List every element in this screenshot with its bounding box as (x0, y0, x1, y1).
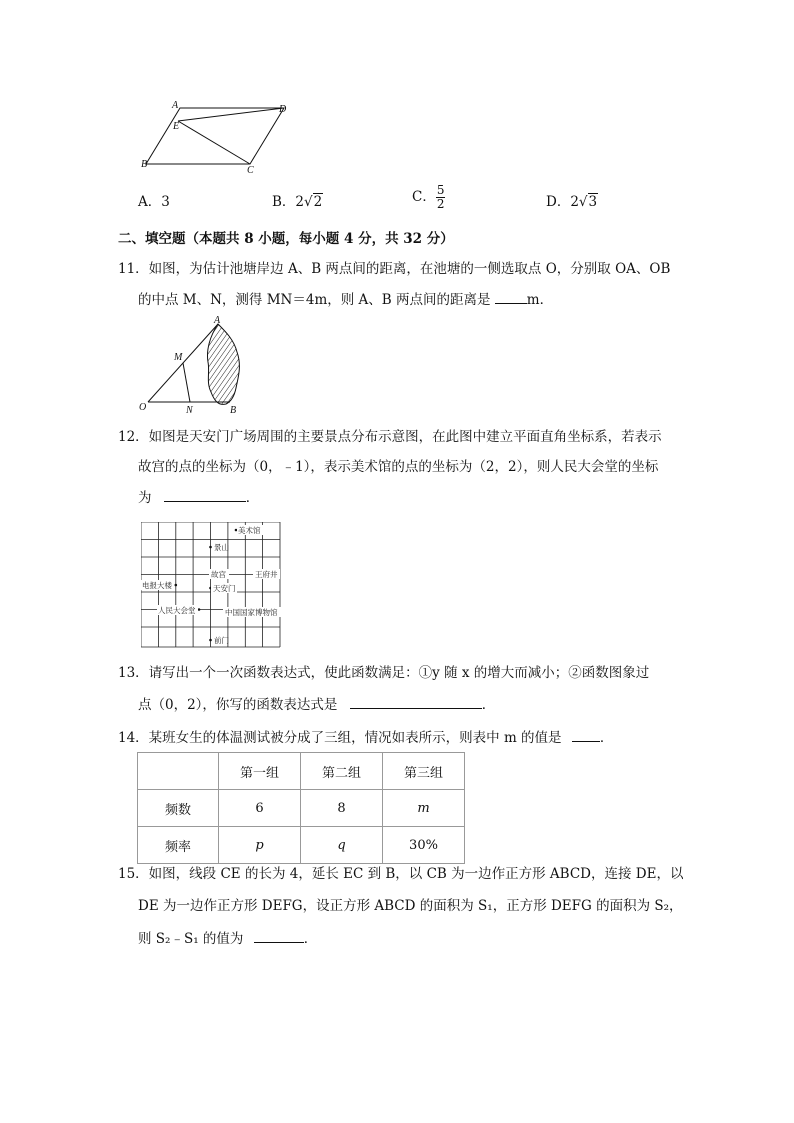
segment-ed (178, 108, 284, 121)
table-header-row: 第一组 第二组 第三组 (138, 753, 465, 790)
map-label-forbidden-city: 故宫 (211, 570, 226, 579)
segment-mn (183, 363, 190, 402)
q15-text-line2: DE 为一边作正方形 DEFG，设正方形 ABCD 的面积为 S₁，正方形 DEFG 的面积为 S₂， (138, 898, 683, 914)
label-b: B (141, 159, 148, 170)
map-label-jingshan: 景山 (214, 543, 229, 552)
answer-blank (164, 487, 246, 502)
label-n: N (186, 405, 193, 416)
map-label-art-museum: 美术馆 (238, 526, 261, 535)
q11-text-line1: 11．如图，为估计池塘岸边 A、B 两点间的距离，在池塘的一侧选取点 O，分别取 OA、OB (118, 261, 671, 277)
q15-text-line3: 则 S₂﹣S₁ 的值为 ． (138, 928, 317, 949)
label-o: O (139, 402, 147, 413)
label-m: M (174, 352, 183, 363)
map-label-telegraph-building: 电报大楼 (142, 581, 172, 590)
map-label-national-museum: 中国国家博物馆 (225, 608, 278, 617)
q13-text-line1: 13．请写出一个一次函数表达式，使此函数满足：①y 随 x 的增大而减小；②函数图象过 (118, 665, 650, 681)
label-a: A (172, 100, 179, 111)
segment-ec (178, 121, 250, 164)
answer-blank (254, 928, 304, 943)
answer-blank (572, 727, 600, 742)
map-label-qianmen: 前门 (214, 636, 229, 645)
map-label-great-hall: 人民大会堂 (158, 606, 196, 615)
pond-shape (207, 324, 239, 404)
label-a: A (214, 315, 221, 326)
option-d: D．2√3 (546, 194, 598, 210)
q12-text-line2: 故宫的点的坐标为（0，﹣1），表示美术馆的点的坐标为（2，2），则人民大会堂的坐标 (138, 459, 659, 475)
map-label-tiananmen: 天安门 (213, 584, 236, 593)
q11-pond-figure (138, 314, 258, 416)
answer-blank (350, 694, 482, 709)
map-label-wangfujing: 王府井 (255, 570, 278, 579)
option-b: B．2√2 (272, 194, 323, 210)
q15-text-line1: 15．如图，线段 CE 的长为 4，延长 EC 到 B，以 CB 为一边作正方形 ABCD，连接 DE，以 (118, 866, 684, 882)
q10-parallelogram-figure (138, 98, 298, 178)
table-row: 频率 p q 30% (138, 827, 465, 864)
section-heading: 二、填空题（本题共 8 小题，每小题 4 分，共 32 分） (118, 231, 454, 247)
label-b: B (230, 405, 237, 416)
q11-text-line2: 的中点 M、N，测得 MN＝4m，则 A、B 两点间的距离是 m． (138, 289, 553, 310)
q12-text-line3: 为 ． (138, 487, 259, 508)
fraction: $\frac{5}{2}$ (436, 183, 445, 211)
table-row: 频数 6 8 m (138, 790, 465, 827)
q12-landmark-map (141, 522, 283, 650)
q13-text-line2: 点（0，2），你写的函数表达式是 ． (138, 694, 495, 715)
label-e: E (173, 121, 180, 132)
q14-text-line1: 14．某班女生的体温测试被分成了三组，情况如表所示，则表中 m 的值是 ． (118, 727, 613, 748)
option-c: C． $\frac{5}{2}$ (412, 183, 445, 211)
option-a: A．3 (138, 194, 170, 210)
label-d: D (279, 104, 287, 115)
q12-text-line1: 12．如图是天安门广场周围的主要景点分布示意图，在此图中建立平面直角坐标系，若表示 (118, 429, 662, 445)
label-c: C (247, 165, 254, 176)
answer-blank (495, 289, 527, 304)
frequency-table (137, 752, 465, 864)
